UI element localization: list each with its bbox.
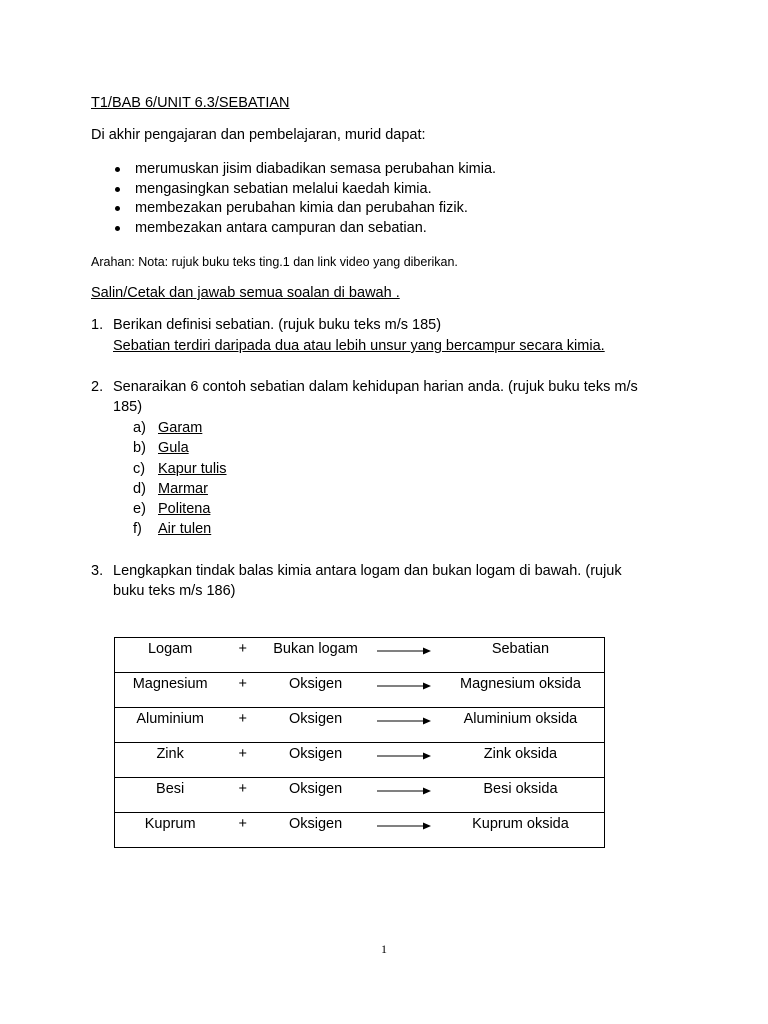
cell-arrow bbox=[371, 778, 437, 813]
cell-metal: Zink bbox=[115, 743, 226, 778]
reaction-table bbox=[114, 637, 605, 848]
table-row bbox=[115, 673, 605, 708]
table-row bbox=[115, 813, 605, 848]
right-arrow-icon bbox=[377, 639, 431, 659]
list-item: b) Gula bbox=[133, 440, 189, 457]
list-item: mengasingkan sebatian melalui kaedah kimia. bbox=[112, 180, 496, 200]
cell-compound: Zink oksida bbox=[437, 743, 605, 778]
cell-plus: + bbox=[225, 778, 260, 813]
question-3-text-line1: Lengkapkan tindak balas kimia antara logam dan bukan logam di bawah. (rujuk bbox=[113, 563, 622, 579]
cell-nonmetal: Oksigen bbox=[260, 813, 371, 848]
cell-plus: + bbox=[225, 813, 260, 848]
cell-arrow bbox=[371, 813, 437, 848]
page-title: T1/BAB 6/UNIT 6.3/SEBATIAN bbox=[91, 95, 290, 111]
list-item: membezakan perubahan kimia dan perubahan fizik. bbox=[112, 199, 496, 219]
instruction-text: Salin/Cetak dan jawab semua soalan di bawah . bbox=[91, 285, 400, 301]
cell-compound: Kuprum oksida bbox=[437, 813, 605, 848]
cell-metal: Besi bbox=[115, 778, 226, 813]
cell-nonmetal: Oksigen bbox=[260, 778, 371, 813]
bullet-dot-icon bbox=[115, 187, 120, 192]
bullet-dot-icon bbox=[115, 226, 120, 231]
right-arrow-icon bbox=[377, 779, 431, 799]
cell-plus: + bbox=[225, 743, 260, 778]
cell-metal: Aluminium bbox=[115, 708, 226, 743]
cell-nonmetal: Oksigen bbox=[260, 743, 371, 778]
list-item: c) Kapur tulis bbox=[133, 460, 227, 477]
question-3-number: 3. bbox=[91, 563, 104, 579]
table-row bbox=[115, 778, 605, 813]
list-item: membezakan antara campuran dan sebatian. bbox=[112, 219, 496, 239]
header-compound: Sebatian bbox=[437, 638, 605, 673]
note-text: Arahan: Nota: rujuk buku teks ting.1 dan link video yang diberikan. bbox=[91, 255, 458, 269]
cell-plus: + bbox=[225, 673, 260, 708]
question-2-text-line1: Senaraikan 6 contoh sebatian dalam kehidupan harian anda. (rujuk buku teks m/s bbox=[113, 379, 638, 395]
right-arrow-icon bbox=[377, 674, 431, 694]
table-row bbox=[115, 743, 605, 778]
cell-nonmetal: Oksigen bbox=[260, 673, 371, 708]
cell-nonmetal: Oksigen bbox=[260, 708, 371, 743]
cell-metal: Kuprum bbox=[115, 813, 226, 848]
list-item: f) Air tulen bbox=[133, 521, 212, 538]
header-arrow bbox=[371, 638, 437, 673]
objectives-list bbox=[112, 160, 496, 238]
list-item: a) Garam bbox=[133, 420, 203, 436]
bullet-dot-icon bbox=[115, 167, 120, 172]
cell-compound: Besi oksida bbox=[437, 778, 605, 813]
cell-compound: Aluminium oksida bbox=[437, 708, 605, 743]
question-2-text-line2: 185) bbox=[113, 399, 143, 415]
cell-arrow bbox=[371, 743, 437, 778]
header-nonmetal: Bukan logam bbox=[260, 638, 371, 673]
cell-metal: Magnesium bbox=[115, 673, 226, 708]
question-1-text: Berikan definisi sebatian. (rujuk buku teks m/s 185) bbox=[113, 317, 442, 333]
list-item: merumuskan jisim diabadikan semasa perubahan kimia. bbox=[112, 160, 496, 180]
question-1-answer: Sebatian terdiri daripada dua atau lebih unsur yang bercampur secara kimia. bbox=[113, 338, 605, 354]
cell-arrow bbox=[371, 673, 437, 708]
list-item: d) Marmar bbox=[133, 480, 208, 497]
header-plus: + bbox=[225, 638, 260, 673]
list-item: e) Politena bbox=[133, 501, 211, 518]
right-arrow-icon bbox=[377, 744, 431, 764]
right-arrow-icon bbox=[377, 814, 431, 834]
bullet-dot-icon bbox=[115, 206, 120, 211]
question-1-number: 1. bbox=[91, 317, 104, 333]
cell-arrow bbox=[371, 708, 437, 743]
question-2-answers bbox=[133, 418, 227, 540]
question-3-text-line2: buku teks m/s 186) bbox=[113, 583, 236, 599]
table-row bbox=[115, 708, 605, 743]
page-number: 1 bbox=[381, 942, 387, 956]
question-2-number: 2. bbox=[91, 379, 104, 395]
header-metal: Logam bbox=[115, 638, 226, 673]
cell-plus: + bbox=[225, 708, 260, 743]
right-arrow-icon bbox=[377, 709, 431, 729]
intro-text: Di akhir pengajaran dan pembelajaran, murid dapat: bbox=[91, 127, 426, 143]
table-header-row bbox=[115, 638, 605, 673]
cell-compound: Magnesium oksida bbox=[437, 673, 605, 708]
